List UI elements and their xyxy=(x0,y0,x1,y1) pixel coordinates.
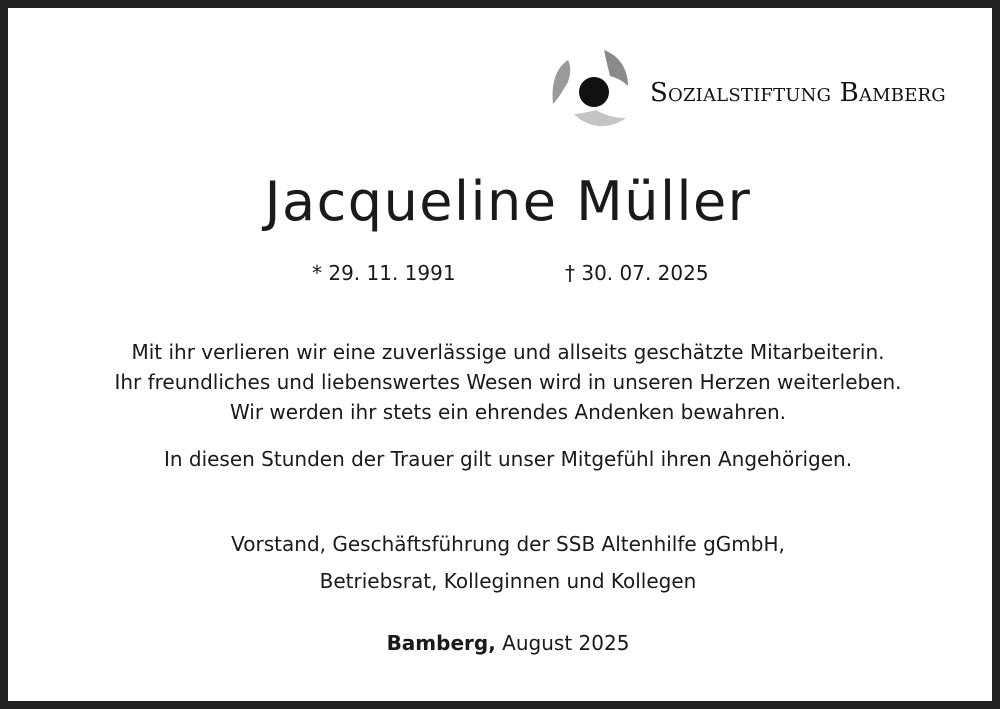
sozialstiftung-logo-icon xyxy=(546,48,646,134)
signatory-line: Vorstand, Geschäftsführung der SSB Altenhilfe gGmbH, xyxy=(231,532,785,556)
tribute-line: Mit ihr verlieren wir eine zuverlässige und allseits geschätzte Mitarbeiterin. xyxy=(131,340,885,364)
logo-text: Sozialstiftung Bamberg xyxy=(650,78,946,108)
place-date-line xyxy=(8,631,1000,655)
date: August 2025 xyxy=(502,631,630,655)
deceased-name: Jacqueline Müller xyxy=(264,170,752,233)
birth-date: * 29. 11. 1991 xyxy=(312,261,456,285)
logo xyxy=(546,48,956,134)
signatory-line: Betriebsrat, Kolleginnen und Kollegen xyxy=(319,569,697,593)
tribute-line: Ihr freundliches und liebenswertes Wesen wird in unseren Herzen weiterleben. xyxy=(114,370,902,394)
death-date: † 30. 07. 2025 xyxy=(565,261,709,285)
tribute-line: Wir werden ihr stets ein ehrendes Andenken bewahren. xyxy=(229,400,787,424)
condolence-line: In diesen Stunden der Trauer gilt unser Mitgefühl ihren Angehörigen. xyxy=(163,447,853,471)
place: Bamberg, xyxy=(386,631,496,655)
